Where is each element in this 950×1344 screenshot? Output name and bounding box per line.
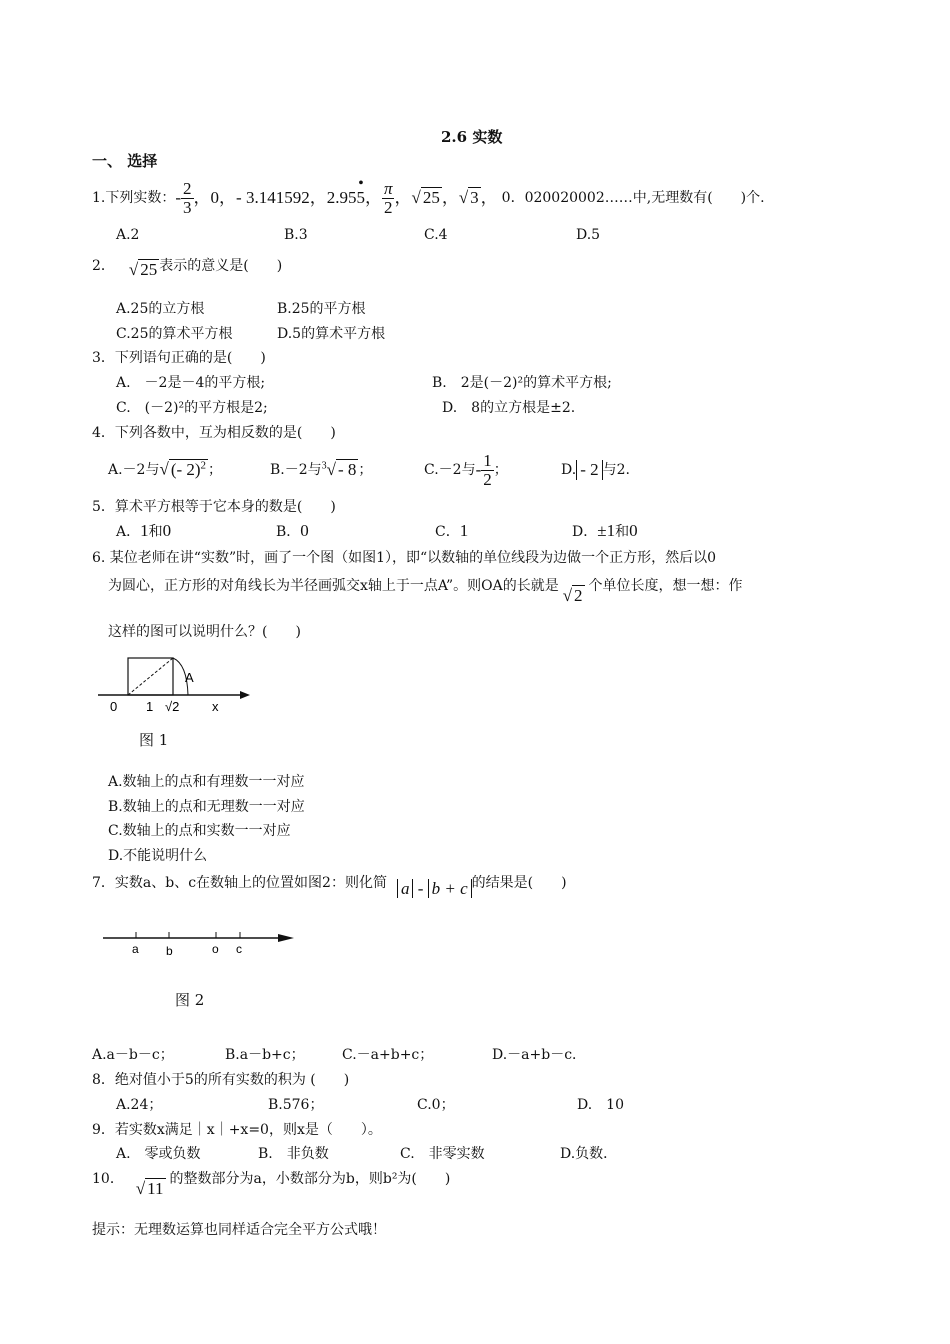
q1-comma: ， [441, 187, 459, 207]
q1-repeating-decimal: 2.95 • 5 [326, 175, 365, 207]
question-6-line-1: 6. 某位老师在讲“实数”时，画了一个图（如图1），即“以数轴的单位线段为边做一个正方形，然后以0 [92, 550, 717, 566]
question-1-stem [92, 176, 765, 220]
fig2-label-c: c [236, 942, 242, 956]
q5-option-b: B．0 [276, 521, 309, 540]
q4-option-b: B.－2与 $^3$√ - 8 ； [270, 459, 373, 479]
q2-option-a: A.25的立方根 [116, 301, 205, 317]
q1-minus: - [175, 187, 182, 207]
question-6-line-3: 这样的图可以说明什么？( ) [108, 624, 301, 640]
page-title: 2.6 实数 [441, 128, 503, 146]
q9-option-a: A. 零或负数 [116, 1146, 201, 1162]
q2-option-d: D.5的算术平方根 [277, 326, 386, 342]
q3-option-a: A. －2是－4的平方根; [116, 375, 266, 391]
q7-expression: a - b + c [397, 879, 472, 899]
q6-option-b: B.数轴上的点和无理数一一对应 [108, 799, 305, 815]
q1-comma: ， [394, 187, 412, 207]
q9-option-c: C. 非零实数 [400, 1146, 485, 1162]
q10-sqrt-11: √ 11 [135, 1179, 164, 1198]
section-heading: 一、 选择 [92, 152, 158, 170]
fig2-label-o: o [212, 942, 219, 956]
q3-option-d: D. 8的立方根是±2. [442, 400, 576, 416]
question-8-stem: 8．绝对值小于5的所有实数的积为 ( ) [92, 1072, 350, 1088]
fig2-label-b: b [166, 944, 173, 958]
q3-option-b: B. 2是(－2)²的算术平方根; [432, 375, 612, 391]
q7-option-b: B.a－b+c； [225, 1047, 305, 1063]
q7-option-d: D.－a+b－c． [492, 1047, 587, 1063]
q2-number: 2． [92, 257, 115, 274]
figure-1-caption: 图 1 [139, 731, 169, 749]
q1-option-a: A.2 [116, 227, 140, 243]
q6-option-c: C.数轴上的点和实数一一对应 [108, 823, 291, 839]
fig1-arrow-icon [240, 691, 250, 699]
q8-option-a: A.24； [116, 1097, 163, 1113]
q1-prefix: 1.下列实数： [92, 189, 176, 206]
question-3-stem: 3．下列语句正确的是( ) [92, 350, 266, 366]
q1-comma: ， [364, 187, 382, 207]
q8-option-c: C.0； [417, 1097, 455, 1113]
fig1-label-a: A [185, 670, 194, 685]
q4-option-c: C.－2与 - $\frac{1}{2}$ ； [424, 450, 508, 489]
q3-option-c: C. (－2)²的平方根是2; [116, 400, 268, 416]
question-4-stem: 4．下列各数中，互为相反数的是( ) [92, 425, 336, 441]
fig1-diagonal [128, 658, 173, 695]
q9-option-b: B. 非负数 [258, 1146, 329, 1162]
question-2-stem [92, 252, 282, 280]
q4-fraction-1-2: $\frac{1}{2}$ [483, 450, 492, 489]
question-6-line-2: 为圆心，正方形的对角线长为半径画弧交x轴上于一点A”。则OA的长就是 √ 2 个单位长度，想一想：作 [108, 577, 743, 605]
q7-option-c: C.－a+b+c； [342, 1047, 434, 1063]
fig2-arrow-icon [278, 934, 294, 942]
fig2-label-a: a [132, 942, 139, 956]
q5-option-d: D．±1和0 [572, 521, 638, 540]
q1-option-d: D.5 [576, 227, 601, 243]
q1-pi-approx: - 3.141592 [236, 187, 310, 207]
q1-sqrt-25: √ 25 [411, 187, 440, 207]
fig1-label-1: 1 [146, 699, 154, 714]
q1-sqrt-3: √ 3 [458, 187, 479, 207]
q1-zero: ，0， [193, 187, 237, 207]
q2-text: 表示的意义是( ) [159, 257, 283, 274]
figure-2-number-line [98, 924, 298, 964]
q1-fraction-pi-2: $\frac{\pi}{2}$ [383, 178, 393, 217]
q4-sqrt-expression: √ (- 2)$^2$ [159, 459, 207, 480]
q1-option-c: C.4 [424, 227, 448, 243]
q8-option-b: B.576； [268, 1097, 324, 1113]
q2-option-b: B.25的平方根 [277, 301, 366, 317]
question-10-stem: 10． √ 11 的整数部分为a，小数部分为b，则b²为( ) [92, 1171, 451, 1198]
fig1-label-x: x [212, 699, 219, 714]
question-9-stem: 9．若实数x满足｜x｜+x=0，则x是（ ）。 [92, 1122, 382, 1138]
q5-option-c: C．1 [435, 521, 469, 540]
q9-option-d: D.负数． [560, 1146, 618, 1162]
q8-option-d: D. 10 [577, 1097, 624, 1113]
q1-comma: ， [309, 187, 327, 207]
q2-option-c: C.25的算术平方根 [116, 326, 233, 342]
q1-fraction-2-3: $\frac{2}{3}$ [183, 178, 192, 217]
question-7-stem: 7．实数a、b、c在数轴上的位置如图2：则化简 a - b + c 的结果是( ) [92, 875, 567, 898]
fig1-label-sqrt2: √2 [165, 699, 180, 714]
fig1-square [128, 658, 173, 695]
q7-option-a: A.a－b－c； [92, 1047, 174, 1063]
q2-sqrt-25: √ 25 [128, 260, 158, 279]
q1-suffix: 0．020020002……中,无理数有( )个. [501, 189, 765, 206]
question-5-stem: 5．算术平方根等于它本身的数是( ) [92, 499, 336, 515]
figure-2-caption: 图 2 [175, 991, 205, 1009]
q4-absolute-value: - 2 [576, 460, 602, 480]
q6-sqrt-2: √ 2 [562, 586, 583, 605]
fig1-label-0: 0 [110, 699, 118, 714]
q6-option-a: A.数轴上的点和有理数一一对应 [108, 774, 305, 790]
q5-option-a: A．1和0 [116, 521, 172, 540]
q1-comma: ， [480, 187, 498, 207]
figure-1-number-line [90, 650, 260, 720]
q4-cube-root: $^3$√ - 8 [321, 459, 357, 479]
q6-option-d: D.不能说明什么 [108, 848, 208, 864]
q1-option-b: B.3 [284, 227, 308, 243]
q4-option-a: A.－2与 √ (- 2)$^2$ ； [108, 459, 223, 480]
q4-option-d: D. - 2 与2. [561, 459, 630, 479]
hint-text: 提示：无理数运算也同样适合完全平方公式哦！ [92, 1222, 386, 1238]
